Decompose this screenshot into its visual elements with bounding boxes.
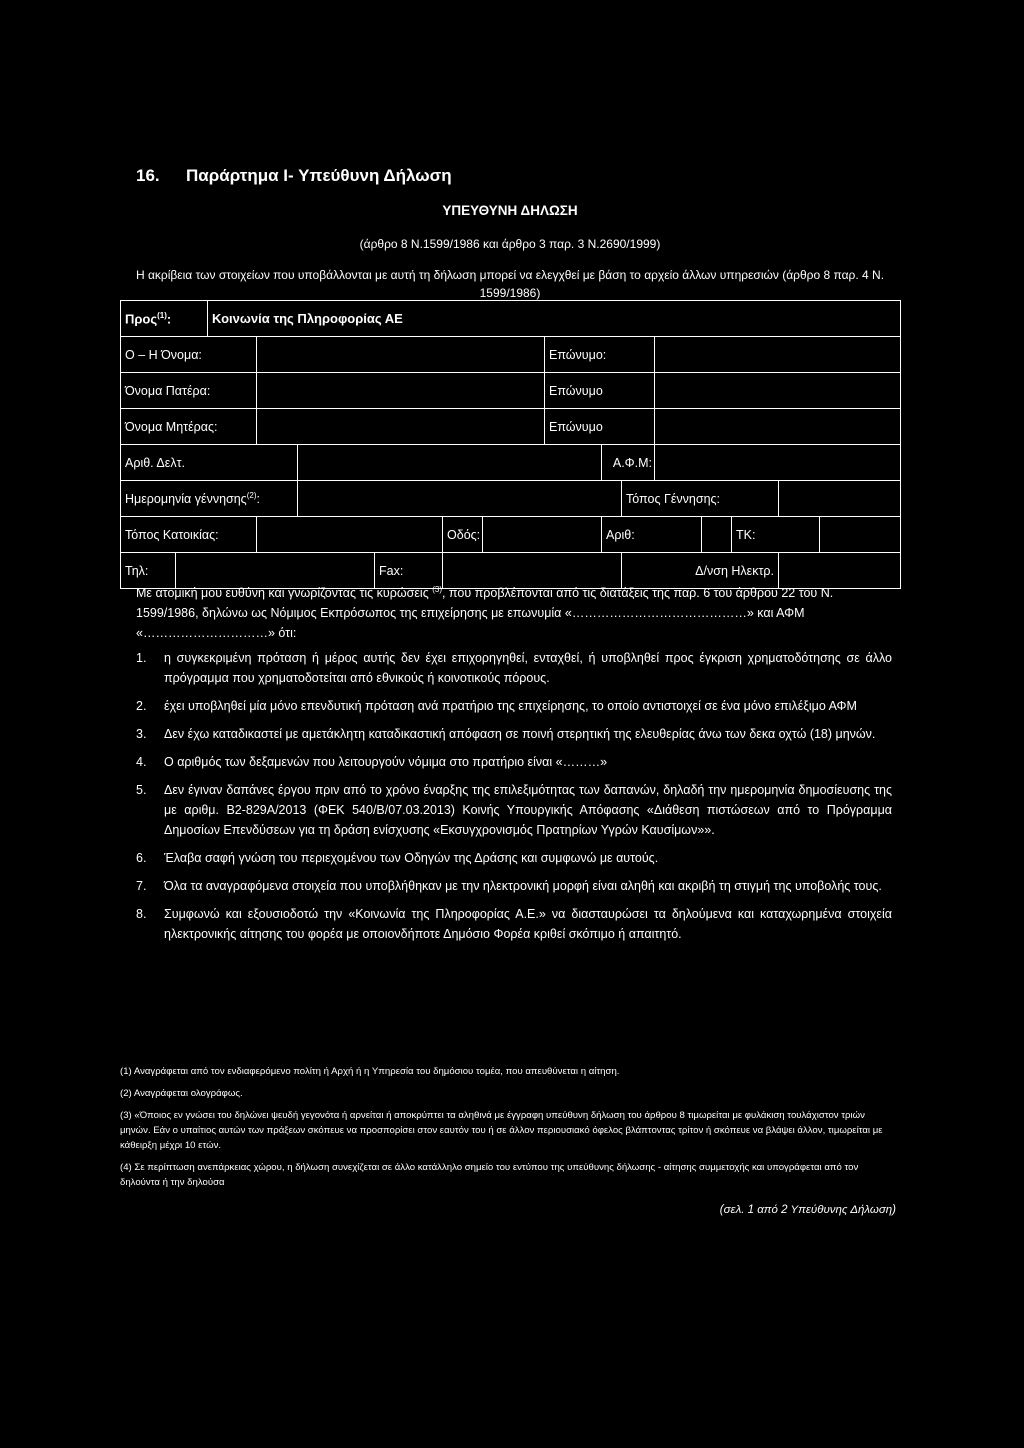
mother-surname-label: Επώνυμο xyxy=(545,409,655,445)
father-surname-field[interactable] xyxy=(655,373,901,409)
form-row-to xyxy=(121,301,901,337)
postcode-field[interactable] xyxy=(820,517,901,553)
form-row-birth xyxy=(121,481,901,517)
id-card-label: Αριθ. Δελτ. xyxy=(121,445,298,481)
mother-name-field[interactable] xyxy=(257,409,545,445)
declaration-title: ΥΠΕΥΘΥΝΗ ΔΗΛΩΣΗ xyxy=(442,203,578,218)
footnote: (4) Σε περίπτωση ανεπάρκειας χώρου, η δήλωση συνεχίζεται σε άλλο κατάλληλο σημείο του εντύπου της υπεύθυνης δήλωσης - αίτησης συμμετοχής και υπογράφεται από τον δηλούντα ή την δηλούσα xyxy=(120,1162,859,1188)
list-item: 5. Δεν έγιναν δαπάνες έργου πριν από το χρόνο έναρξης της επιλεξιμότητας των δαπανών, δηλαδή την ημερομηνία δημοσίευσης της με αριθμ. Β2-829Α/2013 (ΦΕΚ 540/Β/07.03.2013) Κοινής Υπουργικής Απόφασης «Διάθεση πιστώσεων από το Πρόγραμμα Δημοσίων Επενδύσεων για τη δράση ενίσχυσης «Εκσυγχρονισμός Πρατηρίων Υγρών Καυσίμων»». xyxy=(136,783,892,837)
birthplace-label: Τόπος Γέννησης: xyxy=(622,481,779,517)
form-row-father xyxy=(121,373,901,409)
afm-label: Α.Φ.Μ: xyxy=(602,445,655,481)
list-item: 8. Συμφωνώ και εξουσιοδοτώ την «Κοινωνία της Πληροφορίας Α.Ε.» να διασταυρώσει τα δηλούμενα και καταχωρημένα στοιχεία ηλεκτρονικής αίτησης του φορέα με οποιονδήποτε Δημόσιο Φορέα κριθεί σκόπιμο ή απαιτητό. xyxy=(136,907,892,941)
father-surname-label: Επώνυμο xyxy=(545,373,655,409)
number-field[interactable] xyxy=(702,517,732,553)
street-label: Οδός: xyxy=(443,517,483,553)
section-title: Παράρτημα Ι- Υπεύθυνη Δήλωση xyxy=(186,166,452,185)
accuracy-note: Η ακρίβεια των στοιχείων που υποβάλλονται με αυτή τη δήλωση μπορεί να ελεγχθεί με βάση το αρχείο άλλων υπηρεσιών (άρθρο 8 παρ. 4 Ν. 1599/1986) xyxy=(135,268,885,300)
father-name-field[interactable] xyxy=(257,373,545,409)
mother-surname-field[interactable] xyxy=(655,409,901,445)
mother-name-label: Όνομα Μητέρας: xyxy=(121,409,257,445)
fax-label: Fax: xyxy=(375,553,443,589)
list-item: 6. Έλαβα σαφή γνώση του περιεχομένου των Οδηγών της Δράσης και συμφωνώ με αυτούς. xyxy=(136,851,659,865)
birthdate-field[interactable] xyxy=(298,481,622,517)
footnote: (2) Αναγράφεται ολογράφως. xyxy=(120,1088,243,1099)
email-label: Δ/νση Ηλεκτρ. xyxy=(622,553,779,589)
to-value[interactable]: Κοινωνία της Πληροφορίας ΑΕ xyxy=(208,301,901,337)
residence-field[interactable] xyxy=(257,517,443,553)
footnote: (1) Αναγράφεται από τον ενδιαφερόμενο πολίτη ή Αρχή ή η Υπηρεσία του δημόσιου τομέα, που απευθύνεται η αίτηση. xyxy=(120,1066,620,1077)
birthdate-label: Ημερομηνία γέννησης$^{(2)}$: xyxy=(121,481,298,517)
street-field[interactable] xyxy=(483,517,602,553)
name-label: Ο – Η Όνομα: xyxy=(121,337,257,373)
postcode-label: ΤΚ: xyxy=(732,517,820,553)
list-item: 4. Ο αριθμός των δεξαμενών που λειτουργούν νόμιμα στο πρατήριο είναι «………» xyxy=(136,755,608,769)
form-row-residence xyxy=(121,517,901,553)
name-field[interactable] xyxy=(257,337,545,373)
list-item: 2. έχει υποβληθεί μία μόνο επενδυτική πρόταση ανά πρατήριο της επιχείρησης, το οποίο αντιστοιχεί σε ένα μόνο επιλέξιμο ΑΦΜ xyxy=(136,699,857,713)
surname-field[interactable] xyxy=(655,337,901,373)
id-card-field[interactable] xyxy=(298,445,602,481)
surname-label: Επώνυμο: xyxy=(545,337,655,373)
residence-label: Τόπος Κατοικίας: xyxy=(121,517,257,553)
list-item: 7. Όλα τα αναγραφόμενα στοιχεία που υποβλήθηκαν με την ηλεκτρονική μορφή είναι αληθή και ακριβή τη στιγμή της υποβολής τους. xyxy=(136,879,882,893)
section-heading xyxy=(136,166,452,186)
intro-paragraph: Με ατομική μου ευθύνη και γνωρίζοντας τις κυρώσεις $^{(3)}$, που προβλέπονται από τις διατάξεις της παρ. 6 του άρθρου 22 του Ν. 1599/1986, δηλώνω ως Νόμιμος Εκπρόσωπος της επιχείρησης με επωνυμία «……………………………………» και ΑΦΜ «…………………………» ότι: xyxy=(136,585,834,641)
form-row-name xyxy=(121,337,901,373)
form-row-mother xyxy=(121,409,901,445)
afm-field[interactable] xyxy=(655,445,901,481)
section-number: 16. xyxy=(136,166,160,185)
form-row-id xyxy=(121,445,901,481)
birthplace-field[interactable] xyxy=(779,481,901,517)
number-label: Αριθ: xyxy=(602,517,702,553)
father-name-label: Όνομα Πατέρα: xyxy=(121,373,257,409)
list-item: 1. η συγκεκριμένη πρόταση ή μέρος αυτής δεν έχει επιχορηγηθεί, ενταχθεί, ή υποβληθεί προς έγκριση χρηματοδότησης σε άλλο πρόγραμμα που χρηματοδοτείται από εθνικούς ή κοινοτικούς πόρους. xyxy=(136,651,892,685)
page-number-label: (σελ. 1 από 2 Υπεύθυνης Δήλωση) xyxy=(719,1204,896,1216)
phone-label: Τηλ: xyxy=(121,553,176,589)
list-item: 3. Δεν έχω καταδικαστεί με αμετάκλητη καταδικαστική απόφαση σε ποινή στερητική της ελευθερίας άνω των δεκα οχτώ (18) μηνών. xyxy=(136,727,876,741)
declaration-form-table xyxy=(120,300,901,589)
declaration-items-list xyxy=(136,648,892,952)
footnotes xyxy=(120,1064,896,1197)
to-label: Προς$^{(1)}$: xyxy=(121,301,208,337)
footnote: (3) «Όποιος εν γνώσει του δηλώνει ψευδή γεγονότα ή αρνείται ή αποκρύπτει τα αληθινά με έγγραφη υπεύθυνη δήλωση του άρθρου 8 τιμωρείται με φυλάκιση τουλάχιστον τριών μηνών. Εάν ο υπαίτιος αυτών των πράξεων σκόπευε να προσπορίσει στον εαυτόν του ή σε άλλον περιουσιακό όφελος βλάπτοντας τρίτον ή σκόπευε να βλάψει άλλον, τιμωρείται με κάθειρξη μέχρι 10 ετών. xyxy=(120,1110,883,1151)
law-reference: (άρθρο 8 Ν.1599/1986 και άρθρο 3 παρ. 3 Ν.2690/1999) xyxy=(359,237,661,251)
